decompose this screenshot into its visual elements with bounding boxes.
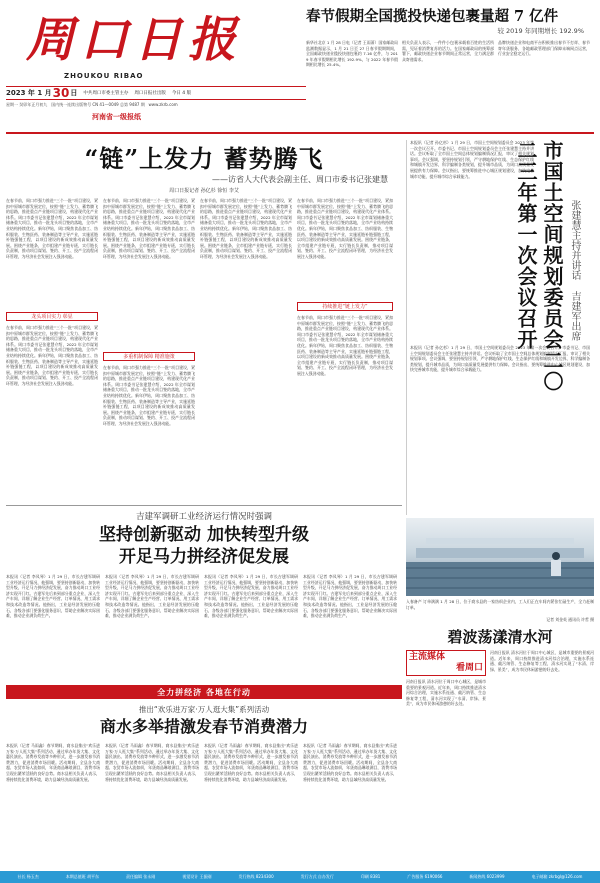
factory-photo xyxy=(406,518,594,596)
photo-caption: 入春备产 订单满满 1 月 28 日，位于商水县的一家纺织企业内，工人们正在车间内紧张忙碌生产，全力赶制订单。 xyxy=(406,599,594,610)
masthead xyxy=(6,8,306,140)
photo-story-body-2: 河南日报讯 清水河位于周口中心城区，是城市重要的景观河道。近年来，周口持续推进清水河综合治理，实施水系连通、截污纳管、生态修复等工程，清水河实现了“水清、岸绿、景美”，成为市民休闲游憩的好去处。 xyxy=(490,650,594,672)
right-feature-body-1: 本报讯（记者 孙亿杉）1 月 29 日，市国土空间规划委员会 2023 年第一次会议召开。市委书记、市国土空间规划委员会主任张建慧主持并讲话。会议听取了全市国土空间总体规划编制情况汇报，审议了相关规划事项。会议强调，要坚持规划引领，严守耕地保护红线、生态保护红线和城镇开发边界，科学编制各类规划，提升城市品质，为周口高质量发展提供有力保障。会议指出，要统筹推进中心城区规划建设，加快完善城市功能，提升城市综合承载能力。 xyxy=(410,140,534,179)
top-news-headline: 春节假期全国揽投快递包裹量超 7 亿件 xyxy=(306,8,559,25)
photo-credit: 记者 刘金英 通讯员 许哲 摄 xyxy=(546,617,594,622)
feature-label-2: 看周口 xyxy=(455,663,483,673)
lead-section-2: 多重机制保障 精准施策 xyxy=(103,352,195,361)
photo-story-headline: 碧波荡漾清水河 xyxy=(447,628,553,646)
footer-item: 新闻热线 6023999 xyxy=(469,874,505,879)
middle-body-col-2: 本报讯（记者 李凤琴）1 月 29 日，市长吉建军调研工业经济运行情况，他强调，要坚持创新驱动，加快转型升级，开足马力拼经济促发展，奋力推动周口工业经济实现开门红。吉建军先后来到部分重点企业，深入生产车间，详细了解企业生产经营、订单情况、用工需求和技术改造等情况。他指出，工业是经济发展的压舱石，各级各部门要强化服务意识，帮助企业解决实际困难，推动企业满负荷生产。 xyxy=(105,574,199,619)
footer-item: 视觉设计 王振刚 xyxy=(182,874,212,879)
masthead-pinyin: ZHOUKOU RIBAO xyxy=(64,72,144,80)
feature-label xyxy=(406,650,486,676)
lead-section-1: 龙头项目实力 彰显 xyxy=(6,312,98,321)
lead-body-col-2: 在春节前，周口市强力推进“三个一批”项目建设，紧扣中原城市群发展定位，按照“链”上发力、蓄势腾飞的思路，推进重点产业链项目建设，构建现代化产业体系。周口市委书记张建慧介绍，2022 年全市谋划储备重大项目，推动一批龙头项目签约落地，全市产业结构持续优化。新年伊始，周口聚焦食品加工、纺织服装、生物医药、装备制造等主导产业，实施延链补链强链工程，以项目建设的新成效推动高质量发展。围绕产业链条，全市组建产业链专班，实行链长负责制，推动项目谋划、签约、开工、投产全流程闭环管理，为经济社会发展注入强劲动能。 xyxy=(103,198,195,259)
lead-byline: 周口日报记者 孙亿杉 徐恒 李艾 xyxy=(169,188,239,194)
photo-story xyxy=(406,518,594,868)
bottom-story xyxy=(6,685,402,868)
lead-body-col-4b: 在春节前，周口市强力推进“三个一批”项目建设，紧扣中原城市群发展定位，按照“链”上发力、蓄势腾飞的思路，推进重点产业链项目建设，构建现代化产业体系。周口市委书记张建慧介绍，2022 年全市谋划储备重大项目，推动一批龙头项目签约落地，全市产业结构持续优化。新年伊始，周口聚焦食品加工、纺织服装、生物医药、装备制造等主导产业，实施延链补链强链工程，以项目建设的新成效推动高质量发展。围绕产业链条，全市组建产业链专班，实行链长负责制，推动项目谋划、签约、开工、投产全流程闭环管理，为经济社会发展注入强劲动能。 xyxy=(297,315,393,376)
middle-headline-2: 开足马力拼经济促发展 xyxy=(119,547,289,567)
date-year: 2023 年 1 月 xyxy=(6,89,52,97)
lead-body-col-1: 在春节前，周口市强力推进“三个一批”项目建设，紧扣中原城市群发展定位，按照“链”上发力、蓄势腾飞的思路，推进重点产业链项目建设，构建现代化产业体系。周口市委书记张建慧介绍，2022 年全市谋划储备重大项目，推动一批龙头项目签约落地，全市产业结构持续优化。新年伊始，周口聚焦食品加工、纺织服装、生物医药、装备制造等主导产业，实施延链补链强链工程，以项目建设的新成效推动高质量发展。围绕产业链条，全市组建产业链专班，实行链长负责制，推动项目谋划、签约、开工、投产全流程闭环管理，为经济社会发展注入强劲动能。 xyxy=(6,198,98,259)
right-feature-byline: 张建慧主持并讲话 吉建军出席 xyxy=(569,200,580,341)
mid-divider xyxy=(6,505,402,506)
bottom-headline: 商水多举措激发春节消费潜力 xyxy=(99,717,308,736)
top-news-col-1: 新华社北京 1 月 28 日电（记者 王雨萧）国家邮政局监测数据显示，1 月 21 日至 27 日春节假期期间，全国邮政快递业揽投快递包裹约 7.16 亿件，与 2019 年春节假期相比增长 192.9%，与 2022 年春节假期相比增长 25.4%。 xyxy=(306,40,398,68)
pages-count: 今日 4 版 xyxy=(171,91,192,96)
top-news-col-3: 品牌快递企业和电商平台积极推出春节不打烊、春节寄年货服务，各地邮政管理部门保障末端网点运营，行业安全稳定运行。 xyxy=(498,40,590,57)
lead-body-col-4: 在春节前，周口市强力推进“三个一批”项目建设，紧扣中原城市群发展定位，按照“链”上发力、蓄势腾飞的思路，推进重点产业链项目建设，构建现代化产业体系。周口市委书记张建慧介绍，2022 年全市谋划储备重大项目，推动一批龙头项目签约落地，全市产业结构持续优化。新年伊始，周口聚焦食品加工、纺织服装、生物医药、装备制造等主导产业，实施延链补链强链工程，以项目建设的新成效推动高质量发展。围绕产业链条，全市组建产业链专班，实行链长负责制，推动项目谋划、签约、开工、投产全流程闭环管理，为经济社会发展注入强劲动能。 xyxy=(297,198,393,259)
middle-story xyxy=(6,510,402,680)
middle-body-col-1: 本报讯（记者 李凤琴）1 月 29 日，市长吉建军调研工业经济运行情况，他强调，要坚持创新驱动，加快转型升级，开足马力拼经济促发展，奋力推动周口工业经济实现开门红。吉建军先后来到部分重点企业，深入生产车间，详细了解企业生产经营、订单情况、用工需求和技术改造等情况。他指出，工业是经济发展的压舱石，各级各部门要强化服务意识，帮助企业解决实际困难，推动企业满负荷生产。 xyxy=(6,574,100,619)
bottom-body-col-4: 本报讯（记者 马雨鑫）春节期间，商水县推出“欢乐进万家·万人逛大集”系列活动，通过举办年货大集、文化惠民演出、消费券发放等多种形式，进一步激发春节消费潜力，促进消费市场回暖。活动期间，全县各大商超、农贸市场人流如织，年货商品琳琅满目，消费市场呈现出繁荣活跃的良好态势。商水县相关负责人表示，将持续优化消费环境，助力县域经济高质量发展。 xyxy=(303,743,397,782)
top-news-subhead: 较 2019 年同期增长 192.9% xyxy=(497,27,584,35)
lead-body-col-3: 在春节前，周口市强力推进“三个一批”项目建设，紧扣中原城市群发展定位，按照“链”上发力、蓄势腾飞的思路，推进重点产业链项目建设，构建现代化产业体系。周口市委书记张建慧介绍，2022 年全市谋划储备重大项目，推动一批龙头项目签约落地，全市产业结构持续优化。新年伊始，周口聚焦食品加工、纺织服装、生物医药、装备制造等主导产业，实施延链补链强链工程，以项目建设的新成效推动高质量发展。围绕产业链条，全市组建产业链专班，实行链长负责制，推动项目谋划、签约、开工、投产全流程闭环管理，为经济社会发展注入强劲动能。 xyxy=(200,198,292,259)
middle-body-col-4: 本报讯（记者 李凤琴）1 月 29 日，市长吉建军调研工业经济运行情况，他强调，要坚持创新驱动，加快转型升级，开足马力拼经济促发展，奋力推动周口工业经济实现开门红。吉建军先后来到部分重点企业，深入生产车间，详细了解企业生产经营、订单情况、用工需求和技术改造等情况。他指出，工业是经济发展的压舱石，各级各部门要强化服务意识，帮助企业解决实际困难，推动企业满负荷生产。 xyxy=(303,574,397,619)
grade-badge: 河南省一级报纸 xyxy=(92,113,141,121)
photo-story-body-1: 河南日报讯 清水河位于周口中心城区，是城市重要的景观河道。近年来，周口持续推进清水河综合治理，实施水系连通、截污纳管、生态修复等工程，清水河实现了“水清、岸绿、景美”，成为市民休闲游憩的好去处。 xyxy=(406,679,486,707)
top-news xyxy=(306,8,594,128)
date-suffix: 日 xyxy=(70,89,78,97)
bottom-kicker: 推出“欢乐进万家·万人逛大集”系列活动 xyxy=(138,705,270,714)
website[interactable]: www.zkrb.com xyxy=(148,102,178,107)
feature-label-1: 主流媒体 xyxy=(409,652,446,662)
bottom-body-col-2: 本报讯（记者 马雨鑫）春节期间，商水县推出“欢乐进万家·万人逛大集”系列活动，通过举办年货大集、文化惠民演出、消费券发放等多种形式，进一步激发春节消费潜力，促进消费市场回暖。活动期间，全县各大商超、农贸市场人流如织，年货商品琳琅满目，消费市场呈现出繁荣活跃的良好态势。商水县相关负责人表示，将持续优化消费环境，助力县域经济高质量发展。 xyxy=(105,743,199,782)
issue-line xyxy=(6,102,306,108)
right-feature-headline: 市国土空间规划委员会二〇二三年第一次会议召开 xyxy=(514,140,564,392)
right-feature-body-2: 本报讯（记者 孙亿杉）1 月 29 日，市国土空间规划委员会 2023 年第一次会议召开。市委书记、市国土空间规划委员会主任张建慧主持并讲话。会议听取了全市国土空间总体规划编制情况汇报，审议了相关规划事项。会议强调，要坚持规划引领，严守耕地保护红线、生态保护红线和城镇开发边界，科学编制各类规划，提升城市品质，为周口高质量发展提供有力保障。会议指出，要统筹推进中心城区规划建设，加快完善城市功能，提升城市综合承载能力。 xyxy=(410,345,590,373)
lead-section-3: 持续推进“链上发力” xyxy=(297,302,393,311)
footer-item: 社长 杨玉杰 xyxy=(17,874,39,879)
top-divider xyxy=(6,132,594,134)
footer-bar xyxy=(0,871,600,883)
masthead-title: 周口日报 xyxy=(26,12,243,68)
lead-body-col-1b: 在春节前，周口市强力推进“三个一批”项目建设，紧扣中原城市群发展定位，按照“链”上发力、蓄势腾飞的思路，推进重点产业链项目建设，构建现代化产业体系。周口市委书记张建慧介绍，2022 年全市谋划储备重大项目，推动一批龙头项目签约落地，全市产业结构持续优化。新年伊始，周口聚焦食品加工、纺织服装、生物医药、装备制造等主导产业，实施延链补链强链工程，以项目建设的新成效推动高质量发展。围绕产业链条，全市组建产业链专班，实行链长负责制，推动项目谋划、签约、开工、投产全流程闭环管理，为经济社会发展注入强劲动能。 xyxy=(6,325,98,386)
lead-subtitle: ——访省人大代表会副主任、周口市委书记张建慧 xyxy=(212,175,388,184)
middle-body-col-3: 本报讯（记者 李凤琴）1 月 29 日，市长吉建军调研工业经济运行情况，他强调，要坚持创新驱动，加快转型升级，开足马力拼经济促发展，奋力推动周口工业经济实现开门红。吉建军先后来到部分重点企业，深入生产车间，详细了解企业生产经营、订单情况、用工需求和技术改造等情况。他指出，工业是经济发展的压舱石，各级各部门要强化服务意识，帮助企业解决实际困难，推动企业满负荷生产。 xyxy=(204,574,298,619)
footer-item: 本期总值班 胡平东 xyxy=(65,874,100,879)
bottom-body-col-3: 本报讯（记者 马雨鑫）春节期间，商水县推出“欢乐进万家·万人逛大集”系列活动，通过举办年货大集、文化惠民演出、消费券发放等多种形式，进一步激发春节消费潜力，促进消费市场回暖。活动期间，全县各大商超、农贸市场人流如织，年货商品琳琅满目，消费市场呈现出繁荣活跃的良好态势。商水县相关负责人表示，将持续优化消费环境，助力县域经济高质量发展。 xyxy=(204,743,298,782)
footer-email[interactable]: 电子邮箱 zkrbgl@126.com xyxy=(531,874,583,879)
sponsor-1: 中共周口市委主管主办 xyxy=(83,91,129,96)
lead-body-col-2b: 在春节前，周口市强力推进“三个一批”项目建设，紧扣中原城市群发展定位，按照“链”上发力、蓄势腾飞的思路，推进重点产业链项目建设，构建现代化产业体系。周口市委书记张建慧介绍，2022 年全市谋划储备重大项目，推动一批龙头项目签约落地，全市产业结构持续优化。新年伊始，周口聚焦食品加工、纺织服装、生物医药、装备制造等主导产业，实施延链补链强链工程，以项目建设的新成效推动高质量发展。围绕产业链条，全市组建产业链专班，实行链长负责制，推动项目谋划、签约、开工、投产全流程闭环管理，为经济社会发展注入强劲动能。 xyxy=(103,365,195,426)
bottom-banner xyxy=(6,685,402,699)
footer-item: 发行热线 8234300 xyxy=(238,874,274,879)
machine-rows-icon xyxy=(406,538,594,596)
issn: 国内统一连续出版物号 CN 41—0049 总第 9487 期 xyxy=(51,102,145,107)
footer-item: 印刷 8381 xyxy=(360,874,381,879)
middle-kicker: 吉建军调研工业经济运行情况时强调 xyxy=(135,512,272,522)
top-news-col-2: 相关负责人表示，一件件小包裹承载着百姓的生活所需，见证着消费复苏的活力。在国家邮政局的统筹部署下，邮政快递企业春节期间正常运营，全力满足群众寄递需求。 xyxy=(402,40,494,62)
sponsor-2: 周口日报社出版 xyxy=(134,91,166,96)
lead-headline: “链”上发力 蓄势腾飞 xyxy=(84,144,324,173)
middle-headline-1: 坚持创新驱动 加快转型升级 xyxy=(99,525,309,545)
footer-item: 广告服务 6190066 xyxy=(407,874,443,879)
weekday-issue: 星期一 癸卯年正月初九 xyxy=(6,102,48,107)
lead-story xyxy=(6,140,402,500)
bottom-banner-text: 全力拼经济 各地在行动 xyxy=(157,687,251,697)
date-line xyxy=(6,86,306,100)
footer-item: 责任编辑 张永刚 xyxy=(126,874,156,879)
footer-item: 发行方式 自办发行 xyxy=(300,874,334,879)
date-day: 30 xyxy=(52,86,70,100)
worker-icon xyxy=(551,552,561,576)
bottom-body-col-1: 本报讯（记者 马雨鑫）春节期间，商水县推出“欢乐进万家·万人逛大集”系列活动，通过举办年货大集、文化惠民演出、消费券发放等多种形式，进一步激发春节消费潜力，促进消费市场回暖。活动期间，全县各大商超、农贸市场人流如织，年货商品琳琅满目，消费市场呈现出繁荣活跃的良好态势。商水县相关负责人表示，将持续优化消费环境，助力县域经济高质量发展。 xyxy=(6,743,100,782)
